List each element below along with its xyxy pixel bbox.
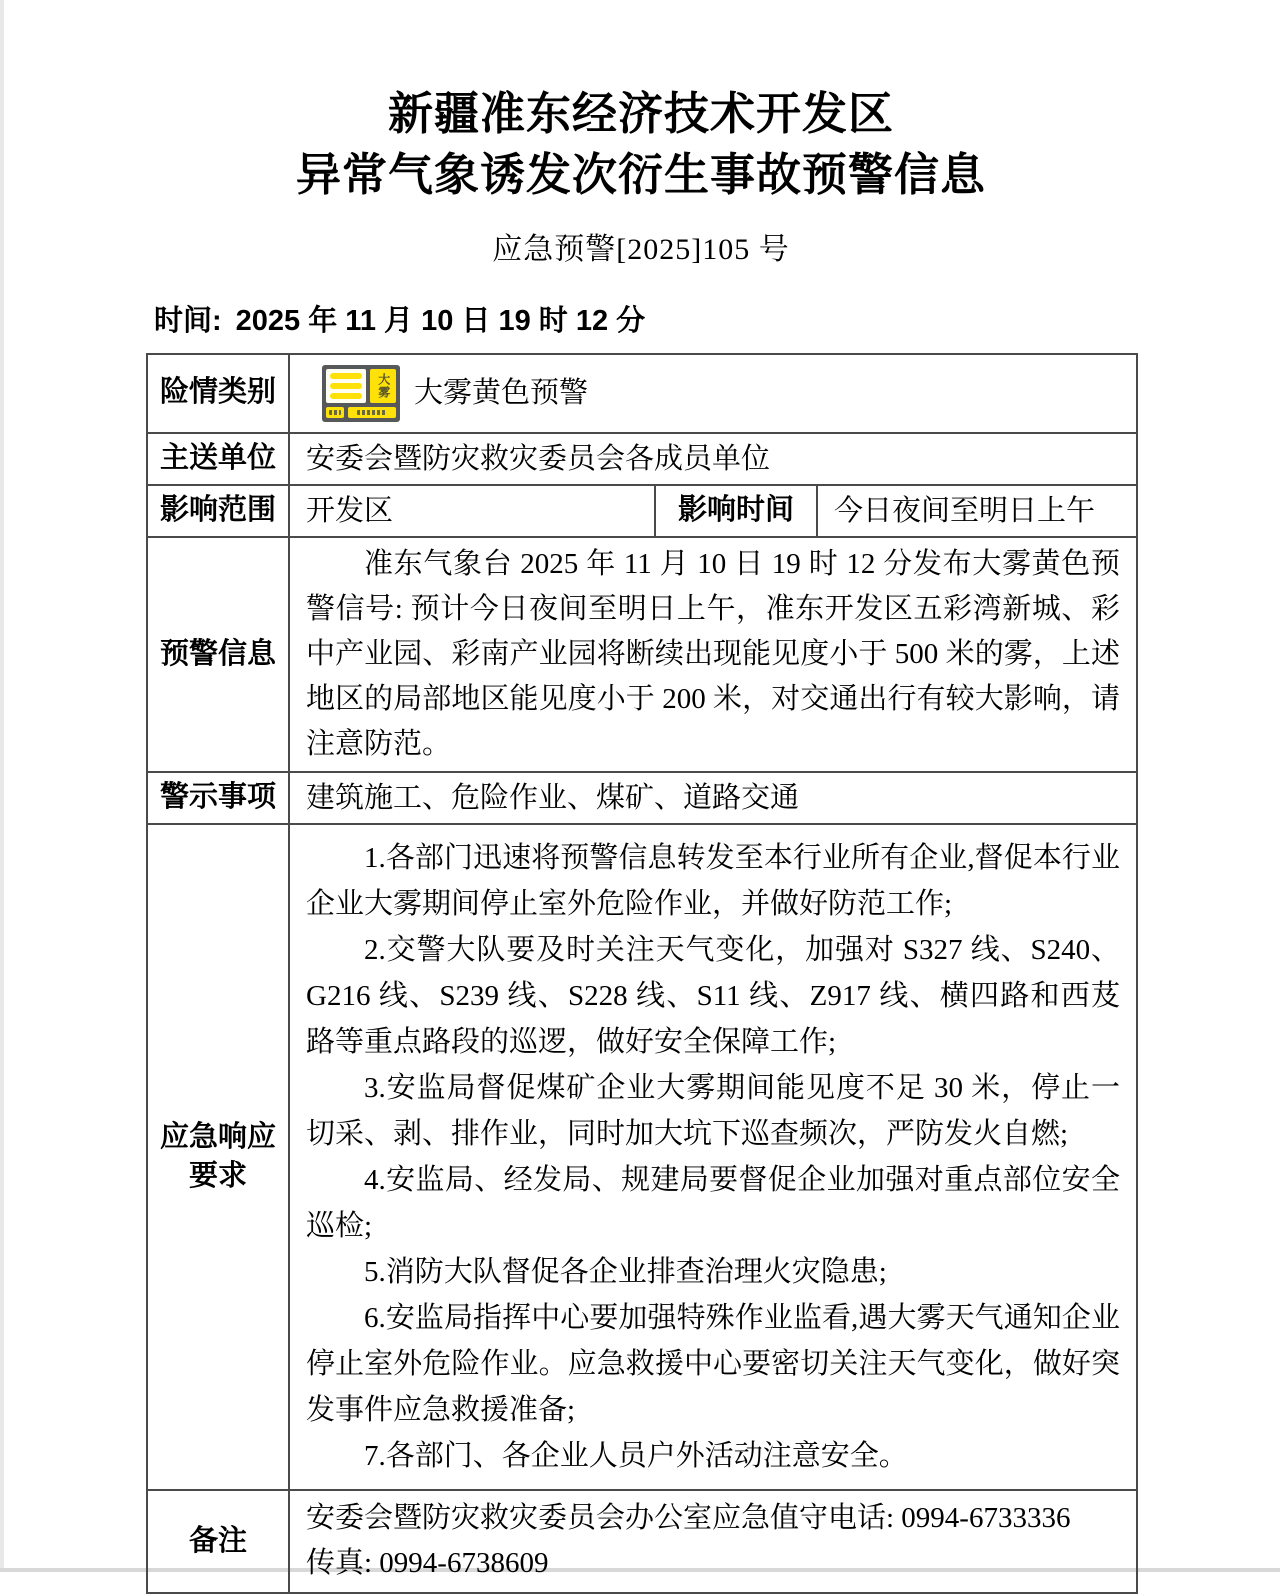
fog-icon-caption-box [348,407,396,418]
affected-time-label: 影响时间 [655,485,817,537]
alert-items-label: 警示事项 [147,772,289,824]
response-requirements-label [147,824,289,1490]
response-item: 3.安监局督促煤矿企业大雾期间能见度不足 30 米，停止一切采、剥、排作业，同时加大坑下巡查频次，严防发火自燃; [306,1071,1120,1150]
issue-time-label: 时间: [154,304,222,337]
response-requirements-cell [289,824,1137,1490]
fog-icon-text: 大雾 [370,369,396,403]
response-item: 1.各部门迅速将预警信息转发至本行业所有企业,督促本行业企业大雾期间停止室外危险作业，并做好防范工作; [306,841,1120,920]
warning-info-cell [289,537,1137,772]
remarks-label: 备注 [147,1490,289,1593]
remarks-phone-line: 安委会暨防灾救灾委员会办公室应急值守电话: 0994-6733336 [306,1502,1071,1535]
document-title-line1: 新疆准东经济技术开发区 [387,88,894,139]
row-risk-category [147,354,1137,433]
document-number: 应急预警[2025]105 号 [492,232,790,266]
risk-category-label: 险情类别 [147,354,289,433]
warning-notice-table [146,353,1138,1594]
row-remarks [147,1490,1137,1593]
risk-category-value: 大雾黄色预警 [414,376,589,409]
response-requirements-label-line1: 应急响应 [159,1120,276,1153]
row-response-requirements [147,824,1137,1490]
affected-time-value: 今日夜间至明日上午 [817,485,1137,537]
alert-items-value: 建筑施工、危险作业、煤矿、道路交通 [289,772,1137,824]
fog-yellow-warning-icon [322,365,400,422]
row-affected-area [147,485,1137,537]
response-requirements-label-line2: 要求 [188,1159,247,1192]
fog-icon-level-box [326,407,344,418]
fog-symbol-stripes [326,369,366,403]
response-item: 5.消防大队督促各企业排查治理火灾隐患; [364,1255,887,1288]
row-recipients [147,433,1137,485]
recipients-label: 主送单位 [147,433,289,485]
risk-category-cell [289,354,1137,433]
response-item: 6.安监局指挥中心要加强特殊作业监看,遇大雾天气通知企业停止室外危险作业。应急救援中心要密切关注天气变化，做好突发事件应急救援准备; [306,1301,1120,1426]
warning-info-text: 准东气象台 2025 年 11 月 10 日 19 时 12 分发布大雾黄色预警信号: 预计今日夜间至明日上午，准东开发区五彩湾新城、彩中产业园、彩南产业园将断续出现能见度小于 500 米的雾，上述地区的局部地区能见度小于 200 米，对交通出行有较大影响，请注意防范。 [306,547,1120,760]
recipients-value: 安委会暨防灾救灾委员会各成员单位 [289,433,1137,485]
issue-time-value: 2025 年 11 月 10 日 19 时 12 分 [235,304,646,337]
response-item: 4.安监局、经发局、规建局要督促企业加强对重点部位安全巡检; [306,1163,1120,1242]
warning-info-label: 预警信息 [147,537,289,772]
issue-time-line [146,298,1136,339]
remarks-cell [289,1490,1137,1593]
affected-area-label: 影响范围 [147,485,289,537]
row-alert-items [147,772,1137,824]
row-warning-info [147,537,1137,772]
affected-area-value: 开发区 [289,485,655,537]
response-item: 2.交警大队要及时关注天气变化，加强对 S327 线、S240、G216 线、S239 线、S228 线、S11 线、Z917 线、横四路和西芨路等重点路段的巡逻，做好安全保障工作; [306,933,1120,1058]
remarks-fax-line: 传真: 0994-6738609 [306,1547,549,1580]
document-title-line2: 异常气象诱发次衍生事故预警信息 [295,148,986,200]
document-title [146,84,1136,206]
response-item: 7.各部门、各企业人员户外活动注意安全。 [364,1439,908,1472]
